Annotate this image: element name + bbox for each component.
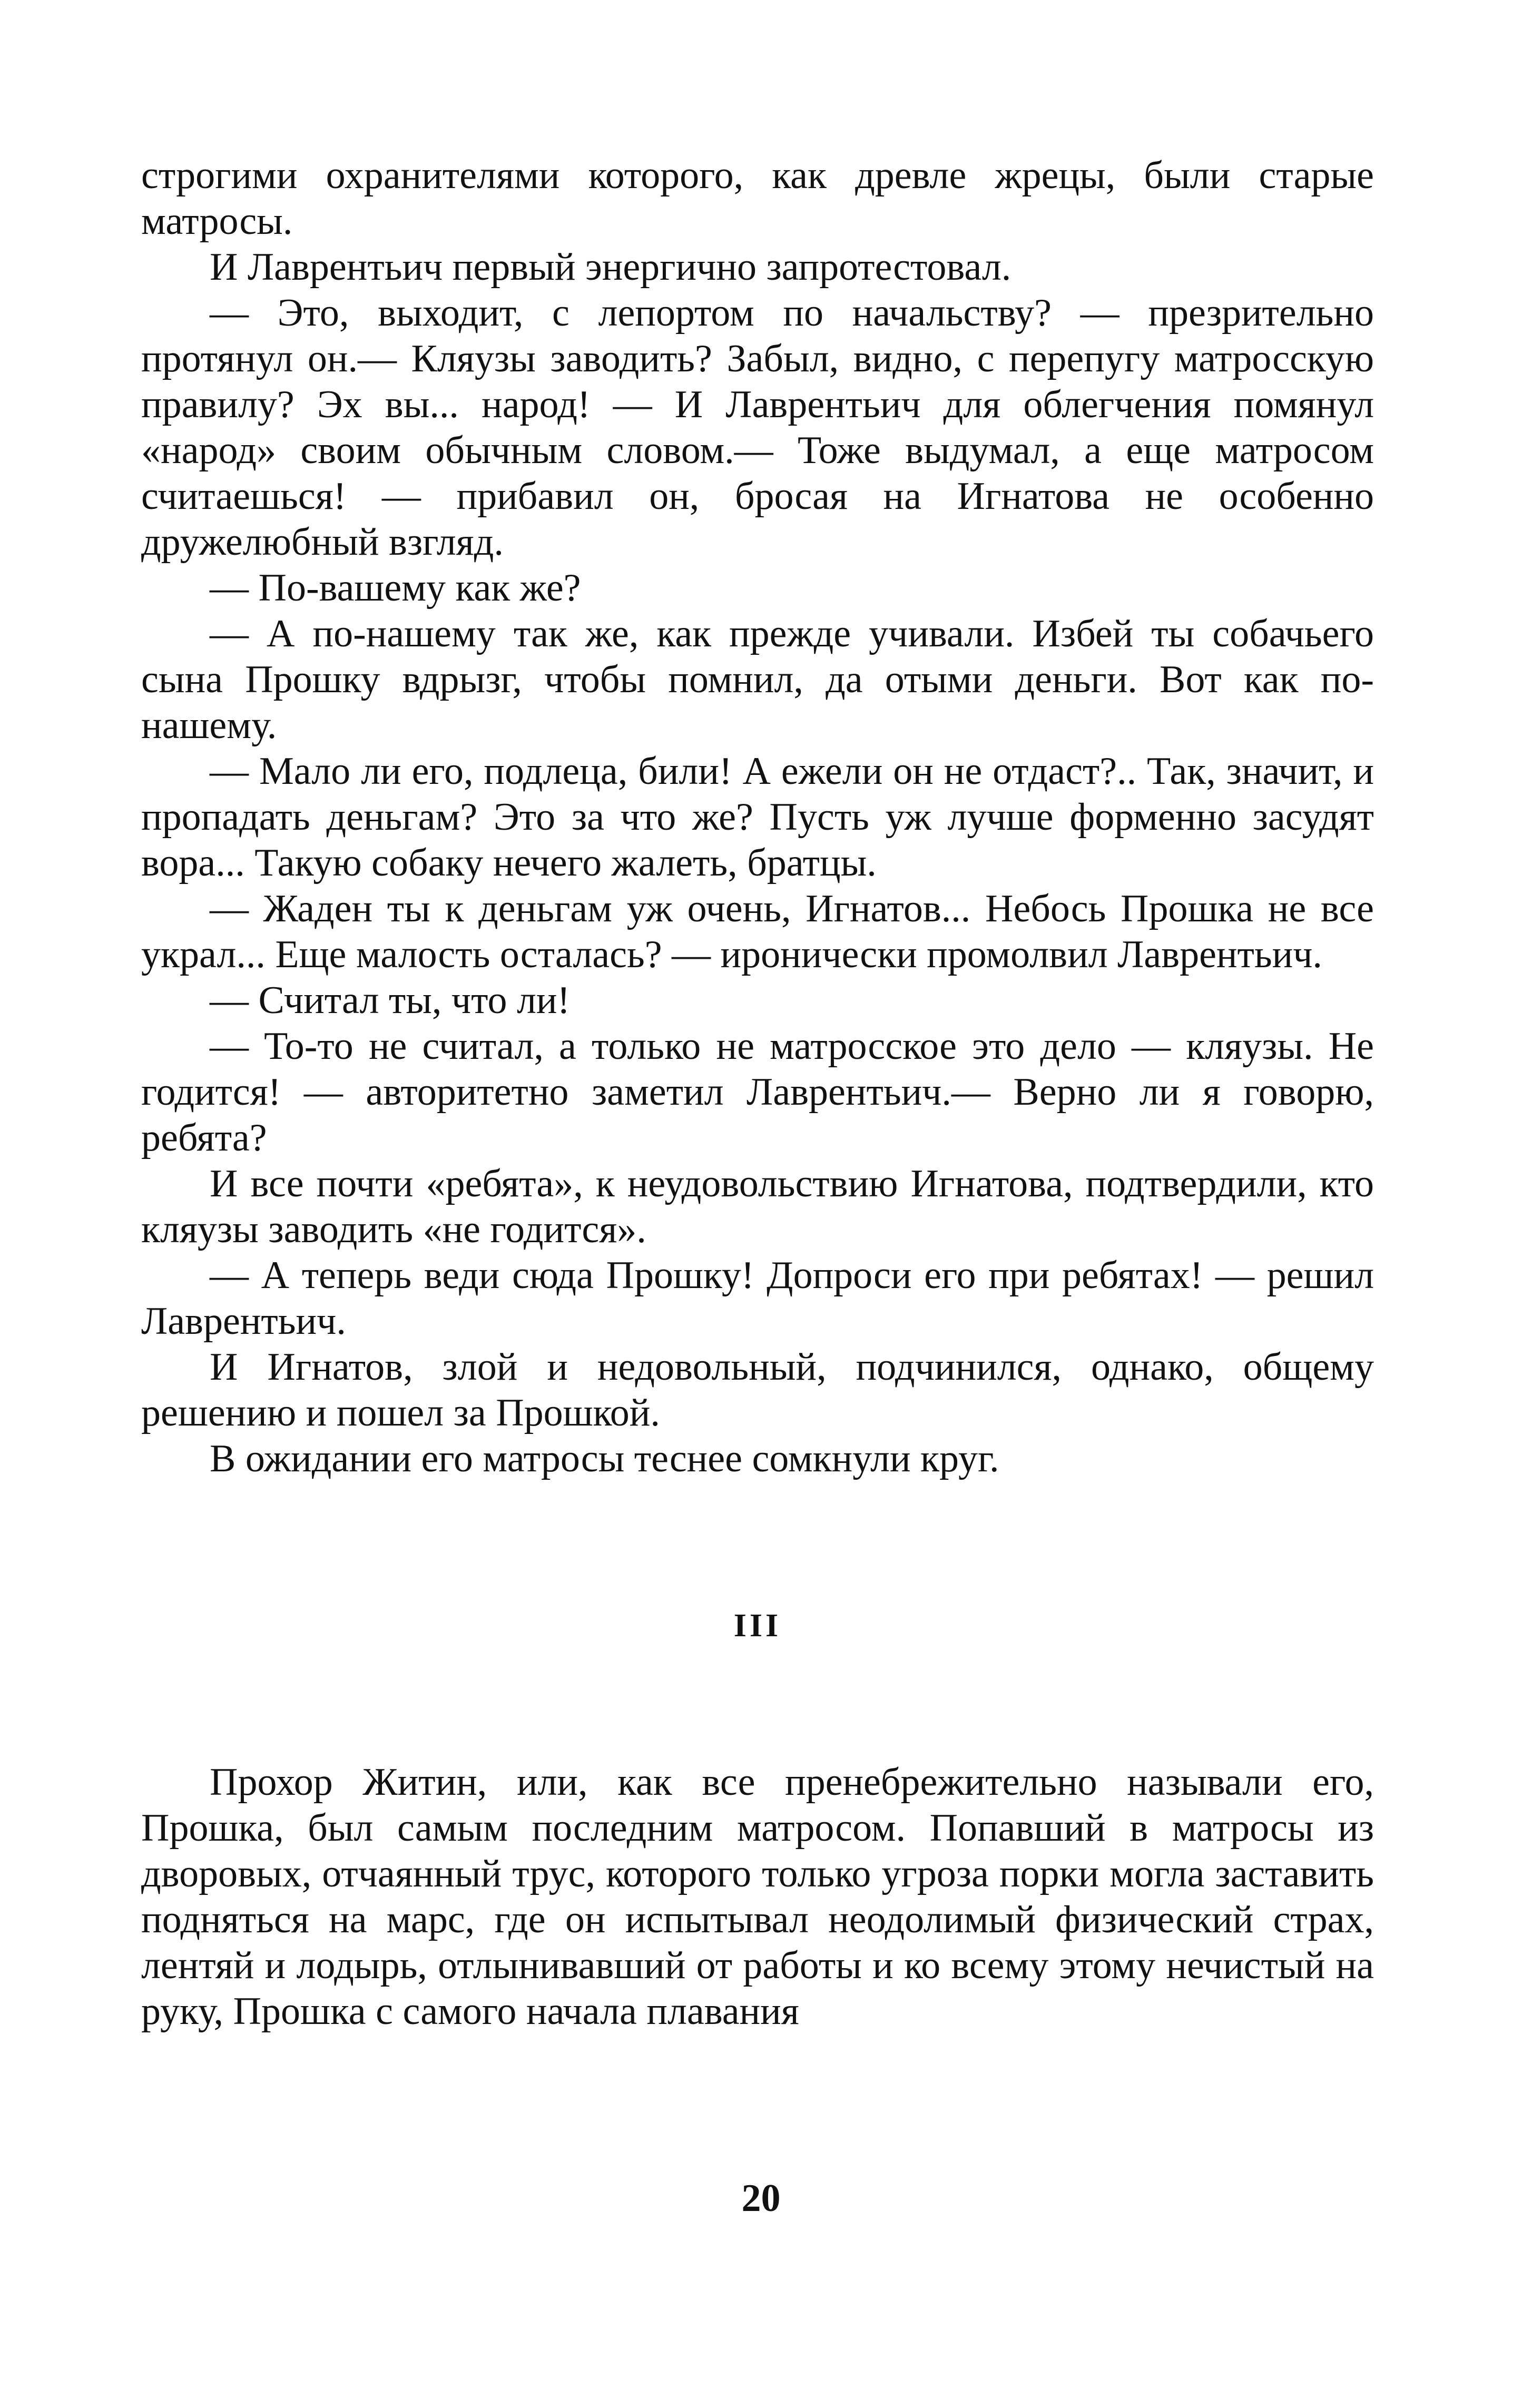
paragraph: — По-вашему как же? (210, 566, 581, 610)
paragraph: — А теперь веди сюда Прошку! Допроси его при ребятах! — решил Лаврентьич. (141, 1254, 1374, 1343)
paragraph: — Это, выходит, с лепортом по начальству? — презрительно протянул он.— Кляузы заводить? Забыл, видно, с перепугу матросскую правилу? Эх вы... народ! — И Лаврентьич для облегчения помянул «народ» своим обычным словом.— Тоже выдумал, а еще матросом считаешься! — прибавил он, бросая на Игнатова не особенно дружелюбный взгляд. (141, 291, 1374, 564)
paragraph: Прохор Житин, или, как все пренебрежительно называли его, Прошка, был самым последним матросом. Попавший в матросы из дворовых, отчаянный трус, которого только угроза порки могла заставить подняться на марс, где он испытывал неодолимый физический страх, лентяй и лодырь, отлынивавший от работы и ко всему этому нечистый на руку, Прошка с самого начала плавания (141, 1761, 1374, 2033)
paragraph: — Мало ли его, подлеца, били! А ежели он не отдаст?.. Так, значит, и пропадать деньгам? Это за что же? Пусть уж лучше форменно засудят вора... Такую собаку нечего жалеть, братцы. (141, 750, 1374, 884)
text-section-after-chapter (141, 1760, 1374, 2034)
page-number: 20 (741, 2177, 781, 2220)
paragraph: — Считал ты, что ли! (210, 979, 571, 1022)
paragraph: И Игнатов, злой и недовольный, подчинился, однако, общему решению и пошел за Прошкой. (141, 1345, 1374, 1434)
text-section-before-chapter (141, 153, 1374, 1482)
paragraph: В ожидании его матросы теснее сомкнули круг. (210, 1437, 999, 1480)
paragraph: — То-то не считал, а только не матросское это дело — кляузы. Не годится! — авторитетно заметил Лаврентьич.— Верно ли я говорю, ребята? (141, 1025, 1374, 1159)
paragraph: И все почти «ребята», к неудовольствию Игнатова, подтвердили, кто кляузы заводить «не годится». (141, 1162, 1374, 1251)
page-body (141, 153, 1374, 2034)
paragraph: — Жаден ты к деньгам уж очень, Игнатов... Небось Прошка не все украл... Еще малость осталась? — иронически промолвил Лаврентьич. (141, 887, 1374, 976)
paragraph: — А по-нашему так же, как прежде учивали. Избей ты собачьего сына Прошку вдрызг, чтобы помнил, да отыми деньги. Вот как по-нашему. (141, 612, 1374, 747)
paragraph: строгими охранителями которого, как древле жрецы, были старые матросы. (141, 154, 1374, 243)
chapter-heading: III (733, 1608, 782, 1644)
paragraph: И Лаврентьич первый энергично запротестовал. (210, 245, 1012, 289)
